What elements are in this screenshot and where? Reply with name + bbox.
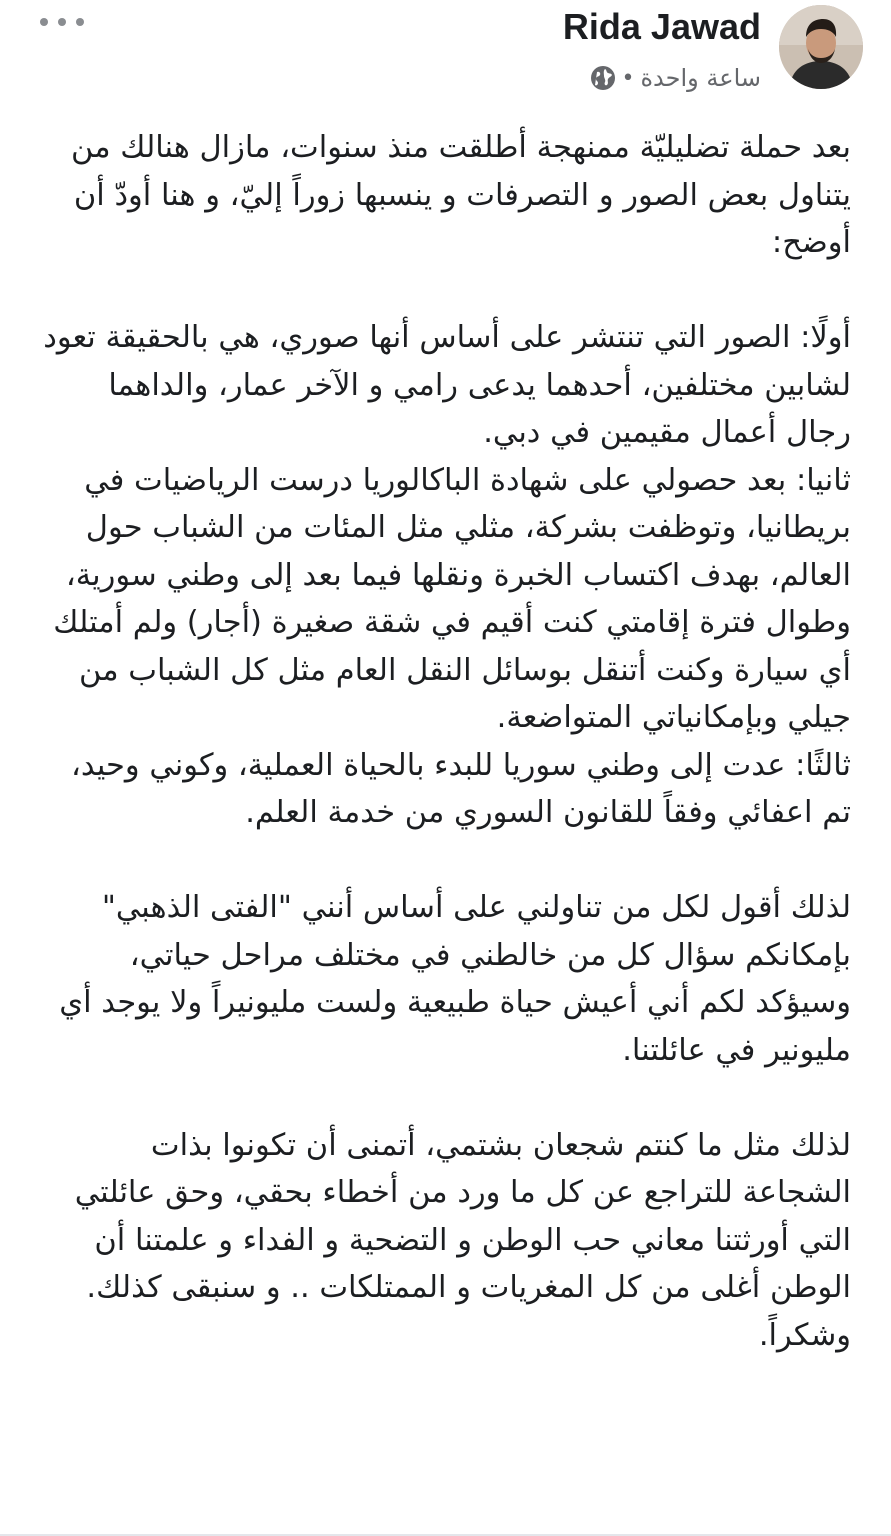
post-paragraph: ثانيا: بعد حصولي على شهادة الباكالوريا درست الرياضيات في بريطانيا، وتوظفت بشركة، مثلي مثل المئات من الشباب حول العالم، بهدف اكتساب الخبرة ونقلها فيما بعد إلى وطني سورية، وطوال فترة إقامتي كنت أقيم في شقة صغيرة (أجار) ولم أمتلك أي سيارة وكنت أتنقل بوسائل النقل العام مثل كل الشباب من جيلي وبإمكانياتي المتواضعة. [53,462,851,735]
post-meta [590,60,762,96]
post-paragraph: بعد حملة تضليليّة ممنهجة أطلقت منذ سنوات، مازال هنالك من يتناول بعض الصور و التصرفات و ينسبها زوراً إليّ، و هنا أودّ أن أوضح: [70,130,851,260]
paragraph-gap [36,1074,851,1122]
paragraph-gap [36,837,851,885]
more-options-icon-dot [58,18,66,26]
post-paragraph: لذلك مثل ما كنتم شجعان بشتمي، أتمنى أن تكونوا بذات الشجاعة للتراجع عن كل ما ورد من أخطاء بحقي، وحق عائلتي التي أورثتنا معاني حب الوطن و التضحية و الفداء و علمتنا أن الوطن أغلى من كل المغريات و الممتلكات .. و سنبقى كذلك. وشكراً. [74,1127,851,1353]
post-header [0,0,891,110]
post-body [36,124,851,1359]
avatar[interactable] [779,5,863,89]
more-options-icon-dot [76,18,84,26]
paragraph-gap [36,267,851,315]
globe-icon[interactable] [590,65,616,91]
avatar-image [779,5,863,89]
more-options-icon [40,18,48,26]
post-paragraph: لذلك أقول لكل من تناولني على أساس أنني "الفتى الذهبي" بإمكانكم سؤال كل من خالطني في مختلف مراحل حياتي، وسيؤكد لكم أني أعيش حياة طبيعية ولست مليونيراً ولا يوجد أي مليونير في عائلتنا. [59,890,851,1068]
meta-separator: • [621,65,635,91]
more-options-button[interactable] [40,10,84,34]
post-paragraph: ثالثًا: عدت إلى وطني سوريا للبدء بالحياة العملية، وكوني وحيد، تم اعفائي وفقاً للقانون السوري من خدمة العلم. [70,747,851,830]
author-name[interactable]: Rida Jawad [562,6,761,47]
post-timestamp[interactable]: ساعة واحدة [640,64,761,92]
post-paragraph: أولًا: الصور التي تنتشر على أساس أنها صوري، هي بالحقيقة تعود لشابين مختلفين، أحدهما يدعى رامي و الآخر عمار، والداهما رجال أعمال مقيمين في دبي. [43,320,851,450]
